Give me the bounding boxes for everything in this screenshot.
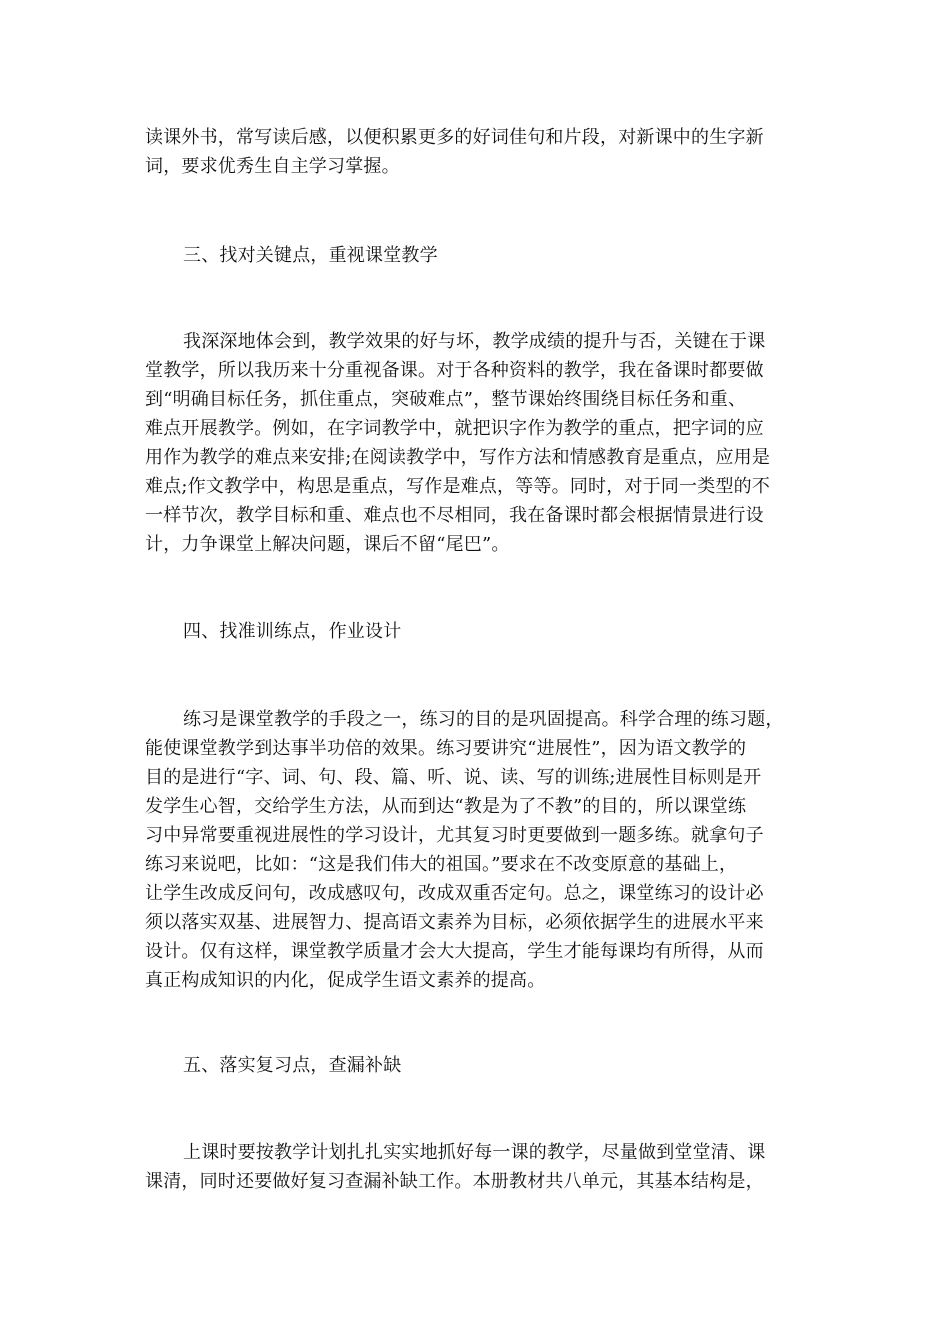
paragraph-line: 堂教学，所以我历来十分重视备课。对于各种资料的教学，我在备课时都要做	[145, 360, 764, 381]
heading-text: 五、落实复习点，查漏补缺	[183, 1055, 402, 1076]
paragraph-line: 能使课堂教学到达事半功倍的效果。练习要讲究“进展性”，因为语文教学的	[145, 738, 747, 759]
paragraph-exercise-design	[145, 705, 815, 995]
paragraph-line: 到“明确目标任务，抓住重点，突破难点”，整节课始终围绕目标任务和重、	[145, 389, 747, 410]
paragraph-line: 一样节次，教学目标和重、难点也不尽相同，我在备课时都会根据情景进行设	[145, 505, 764, 526]
paragraph-line: 难点;作文教学中，构思是重点，写作是难点，等等。同时，对于同一类型的不	[145, 476, 771, 497]
paragraph-review	[145, 1138, 815, 1196]
paragraph-classroom-teaching	[145, 327, 815, 559]
paragraph-line: 真正构成知识的内化，促成学生语文素养的提高。	[145, 970, 546, 991]
heading-text: 四、找准训练点，作业设计	[183, 621, 402, 642]
paragraph-line: 须以落实双基、进展智力、提高语文素养为目标，必须依据学生的进展水平来	[145, 912, 764, 933]
heading-text: 三、找对关键点，重视课堂教学	[183, 245, 438, 266]
paragraph-line: 词，要求优秀生自主学习掌握。	[145, 156, 400, 177]
paragraph-line: 习中异常要重视进展性的学习设计，尤其复习时更要做到一题多练。就拿句子	[145, 825, 764, 846]
paragraph-line: 计，力争课堂上解决问题，课后不留“尾巴”。	[145, 534, 510, 555]
section-heading-4	[145, 617, 815, 646]
paragraph-line: 设计。仅有这样，课堂教学质量才会大大提高，学生才能每课均有所得，从而	[145, 941, 764, 962]
paragraph-line: 我深深地体会到，教学效果的好与坏，教学成绩的提升与否，关键在于课	[183, 331, 766, 352]
paragraph-line: 让学生改成反问句，改成感叹句，改成双重否定句。总之，课堂练习的设计必	[145, 883, 764, 904]
paragraph-line: 用作为教学的难点来安排;在阅读教学中，写作方法和情感教育是重点，应用是	[145, 447, 771, 468]
paragraph-line: 课清，同时还要做好复习查漏补缺工作。本册教材共八单元，其基本结构是，	[145, 1171, 764, 1192]
paragraph-line: 读课外书，常写读后感，以便积累更多的好词佳句和片段，对新课中的生字新	[145, 127, 764, 148]
paragraph-continuation	[145, 123, 815, 181]
section-heading-3	[145, 241, 815, 270]
paragraph-line: 练习是课堂教学的手段之一，练习的目的是巩固提高。科学合理的练习题，	[183, 709, 784, 730]
paragraph-line: 发学生心智，交给学生方法，从而到达“教是为了不教”的目的，所以课堂练	[145, 796, 747, 817]
paragraph-line: 练习来说吧，比如：“这是我们伟大的祖国。”要求在不改变原意的基础上，	[145, 854, 738, 875]
paragraph-line: 难点开展教学。例如，在字词教学中，就把识字作为教学的重点，把字词的应	[145, 418, 764, 439]
section-heading-5	[145, 1051, 815, 1080]
paragraph-line: 上课时要按教学计划扎扎实实地抓好每一课的教学，尽量做到堂堂清、课	[183, 1142, 766, 1163]
paragraph-line: 目的是进行“字、词、句、段、篇、听、说、读、写的训练;进展性目标则是开	[145, 767, 762, 788]
